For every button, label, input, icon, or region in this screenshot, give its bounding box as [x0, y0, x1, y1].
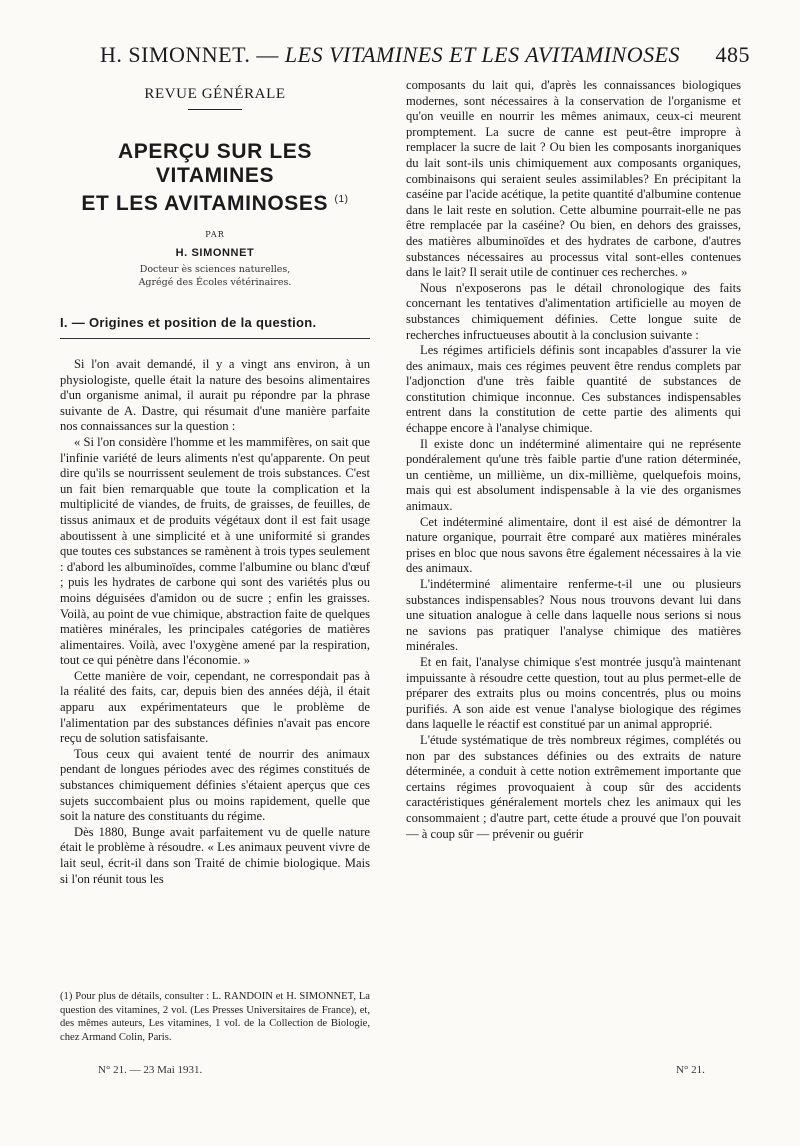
section-heading: I. — Origines et position de la question. [60, 315, 317, 330]
footer-issue: N° 21. [676, 1064, 705, 1076]
right-body [406, 78, 741, 842]
paragraph: L'indéterminé alimentaire renferme-t-il une ou plusieurs substances indispensables? Nous nous trouvons devant lui dans une situation analogue à celle dans laquelle nous serions si nous ne savions pas pratiquer l'analyse chimique des matières minérales. [406, 577, 741, 654]
paragraph: Les régimes artificiels définis sont incapables d'assurer la vie des animaux, mais ces régimes peuvent être rendus complets par l'adjonction d'une très faible quantité de substances de constitution chimique inconnue. Ces substances indispensables entrent dans la constitution de cette partie des aliments qui échappe encore à l'analyse chimique. [406, 343, 741, 436]
paragraph: Cet indéterminé alimentaire, dont il est aisé de démontrer la nature organique, pourrait être comparé aux matières minérales prises en bloc que nous savons être également nécessaires à la vie des animaux. [406, 514, 741, 576]
running-header [100, 42, 750, 68]
title-line-1: APERÇU SUR LES VITAMINES [118, 140, 312, 187]
affiliation-line-2: Agrégé des Écoles vétérinaires. [138, 277, 292, 288]
header-dash: — [256, 42, 279, 67]
paragraph: Il existe donc un indéterminé alimentaire qui ne représente pondéralement qu'une très faible partie d'une ration déterminée, un centième, un millième, un dix-millième, quelquefois moins, mais qui est absolument indispensable à la vie des organismes animaux. [406, 436, 741, 514]
paragraph: Et en fait, l'analyse chimique s'est montrée jusqu'à maintenant impuissante à résoudre cette question, tout au plus permet-elle de préparer des extraits plus ou moins concentrés, plus ou moins purifiés. A son aide est venue l'analyse biologique des régimes dans laquelle le réactif est constitué par un animal approprié. [406, 654, 741, 732]
page-number: 485 [715, 42, 750, 67]
author-name: H. SIMONNET [175, 247, 255, 259]
paragraph: Nous n'exposerons pas le détail chronologique des faits concernant les tentatives d'alimentation artificielle au moyen de substances chimiquement définies. Cette longue suite de recherches infructueuses aboutit à la conclusion suivante : [406, 280, 741, 342]
article-title [60, 140, 370, 216]
paragraph: « Si l'on considère l'homme et les mammifères, on sait que l'infinie variété de leurs aliments n'est qu'apparente. On peut dire qu'ils se nourrissent seulement de trois substances. C'est un fait bien remarquable que toute la complication et la multiplicité de viandes, de fruits, de graisses, de feuilles, de tissus animaux et de produits végétaux dont il est fait usage aboutissent à une simplicité et à une uniformité si grandes que toutes ces substances se ramènent à trois types seulement : d'abord les albuminoïdes, comme l'albumine ou blanc d'œuf ; puis les hydrates de carbone qui sont des variétés plus ou moins déguisées d'amidon ou de sucre ; enfin les graisses. Voilà, au point de vue chimique, abstraction faite de quelques matières minérales, les principales catégories de matières alimentaires. Voilà, avec l'oxygène amené par la respiration, tout ce qui pénètre dans l'économie. » [60, 434, 370, 668]
rubric: REVUE GÉNÉRALE [144, 86, 286, 102]
paragraph: L'étude systématique de très nombreux régimes, complétés ou non par des substances définies ou des extraits de nature déterminée, a conduit à cette notion extrêmement importante que certains régimes provoquaient à coup sûr des accidents caractéristiques généralement mortels chez les animaux qui les consommaient ; d'autre part, cette étude a prouvé que l'on pouvait — à coup sûr — prévenir ou guérir [406, 732, 741, 841]
par-label: PAR [205, 230, 225, 239]
header-author: H. SIMONNET. [100, 42, 251, 67]
affiliation-line-1: Docteur ès sciences naturelles, [139, 264, 291, 275]
footnote: (1) Pour plus de détails, consulter : L. RANDOIN et H. SIMONNET, La question des vitamines, 2 vol. (Les Presses Universitaires de France), et, des mêmes auteurs, Les vitamines, 1 vol. de la Collection de Biologie, chez Armand Colin, Paris. [60, 991, 370, 1043]
paragraph: Cette manière de voir, cependant, ne correspondait pas à la réalité des faits, car, depuis bien des années déjà, il était apparu aux expérimentateurs que le problème de l'alimentation par des substances définies n'avait pas encore reçu de solution satisfaisante. [60, 668, 370, 746]
section-rule [60, 338, 370, 339]
right-column [406, 78, 741, 842]
footnote-mark: (1) [334, 194, 349, 205]
left-body [60, 357, 370, 887]
title-line-2: ET LES AVITAMINOSES [81, 192, 329, 215]
paragraph: Dès 1880, Bunge avait parfaitement vu de quelle nature était le problème à résoudre. « Les animaux peuvent vivre de lait seul, écrit-il dans son Traité de chimie biologique. Mais si l'on réunit tous les [60, 824, 370, 886]
rubric-rule [188, 109, 242, 110]
header-running-title: LES VITAMINES ET LES AVITAMINOSES [284, 42, 681, 67]
paragraph: composants du lait qui, d'après les connaissances biologiques modernes, sont nécessaires à la conservation de l'organisme et qu'on veuille en nourrir les mêmes animaux, ceux-ci meurent promptement. La sucre de canne est peut-être impropre à remplacer la sucre de lait ? Ou bien les composants inorganiques du lait sont-ils unis chimiquement aux composants organiques, combinaisons qui seraient seules assimilables? En précipitant la caséine par l'acide acétique, la petite quantité d'albumine contenue dans le lait reste en solution. Cette albumine pourrait-elle ne pas être remplacée par la caséine? Ou bien, en dehors des graisses, des matières albuminoïdes et des hydrates de carbone, d'autres substances nécessaires au processus vital sont-elles contenues dans le lait? Il serait utile de continuer ces recherches. » [406, 78, 741, 280]
left-column [60, 78, 370, 887]
paragraph: Tous ceux qui avaient tenté de nourrir des animaux pendant de longues périodes avec des régimes constitués de substances chimiquement définies s'étaient aperçus que ces sujets succombaient plus ou moins rapidement, quelle que soit la nature des constituants du régime. [60, 746, 370, 824]
footer-issue-date: N° 21. — 23 Mai 1931. [98, 1064, 203, 1076]
author-affiliation [60, 263, 370, 289]
paragraph: Si l'on avait demandé, il y a vingt ans environ, à un physiologiste, quelle était la nature des besoins alimentaires d'un organisme animal, il aurait pu répondre par la phrase suivante de A. Dastre, qui résumait d'une manière parfaite nos connaissances sur la question : [60, 357, 370, 434]
